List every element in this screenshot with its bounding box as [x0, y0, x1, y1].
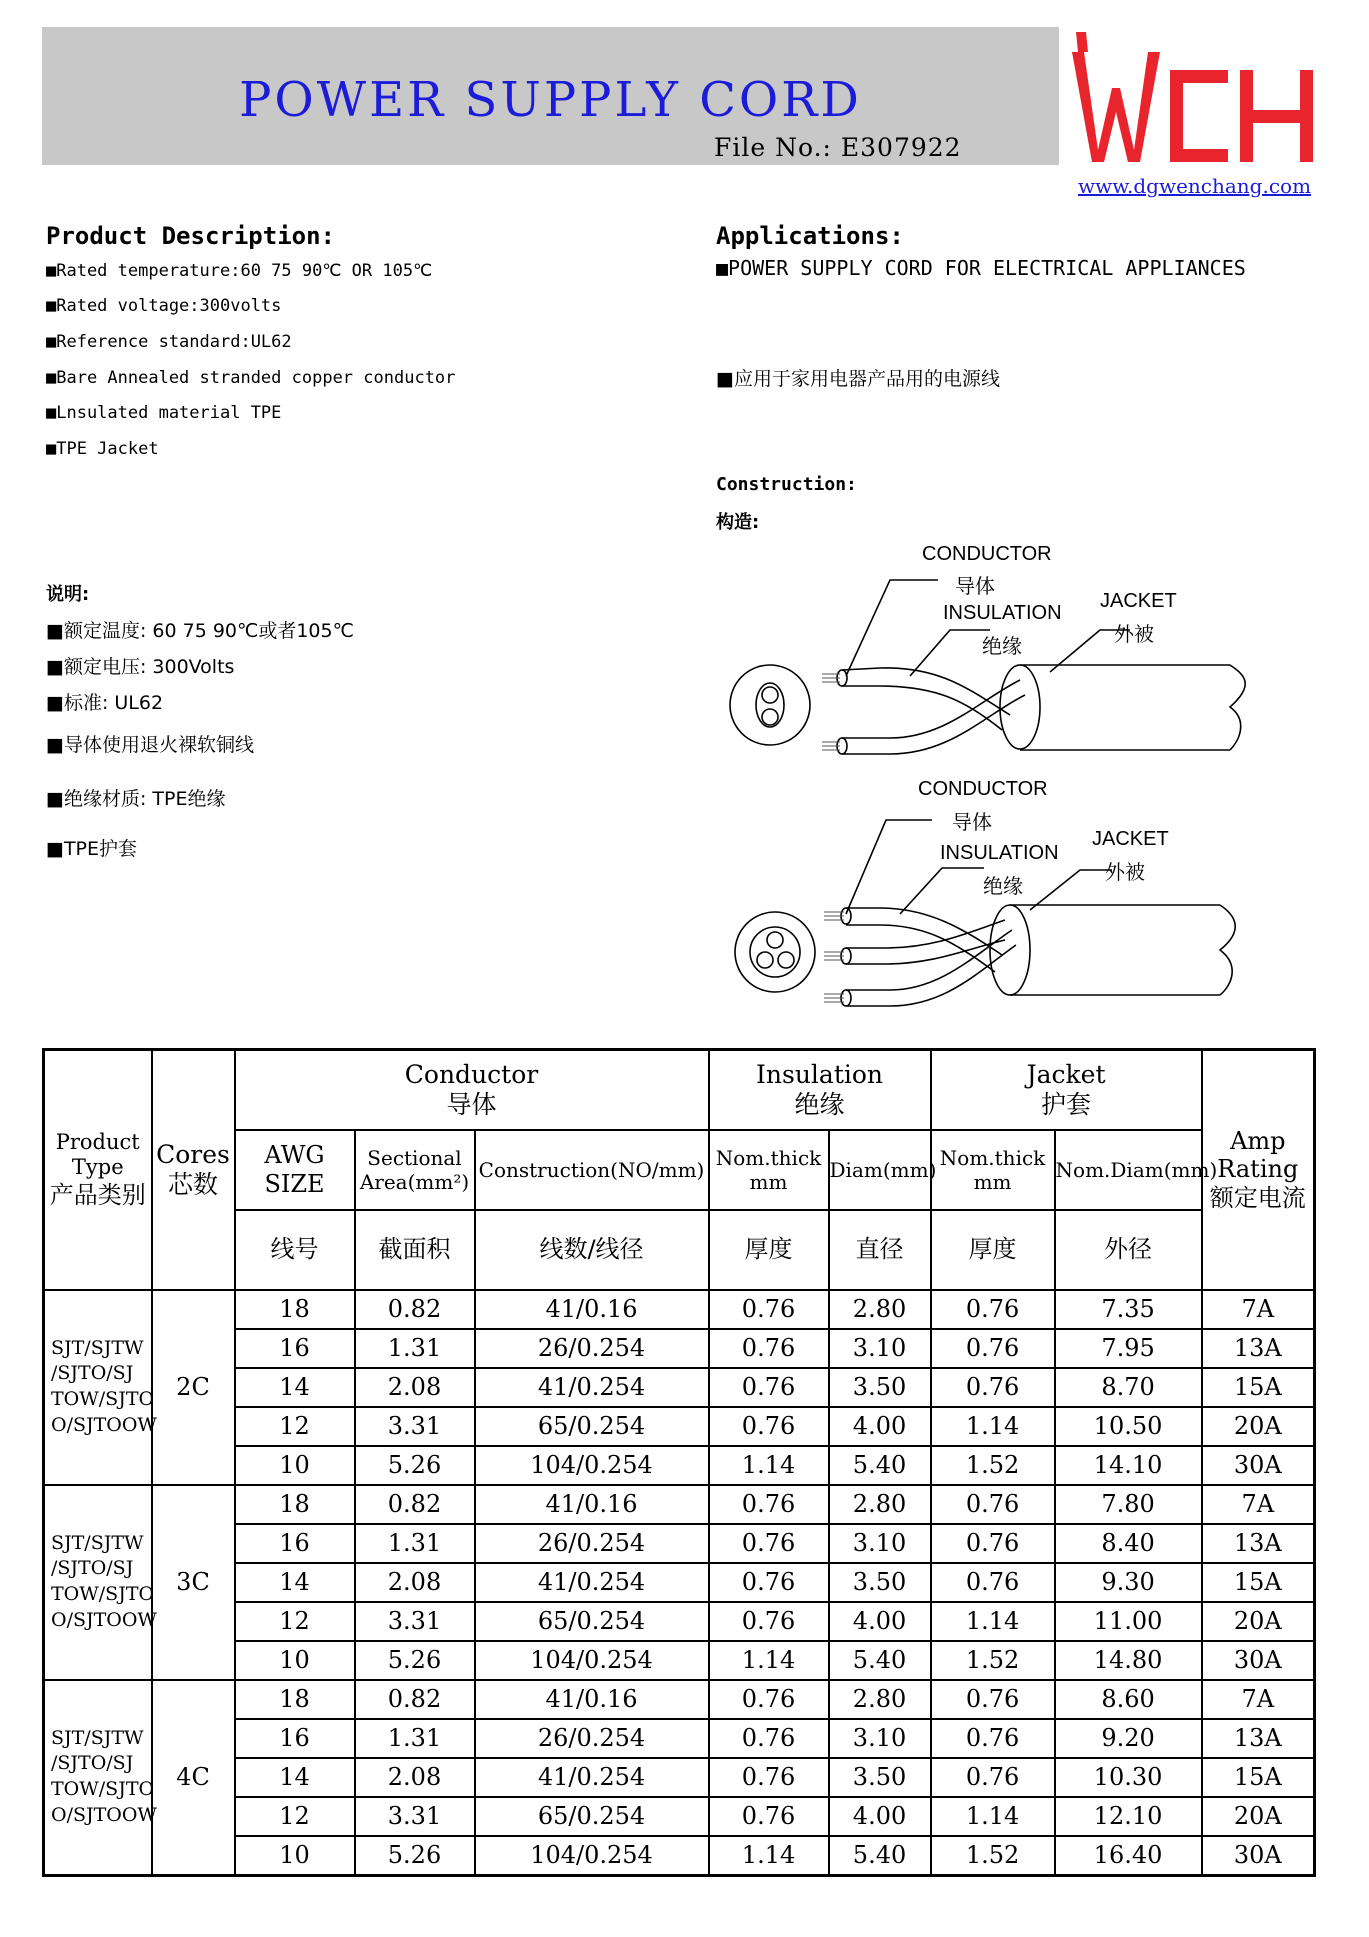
construction-cell: 65/0.254: [475, 1407, 709, 1446]
jacket-label-zh: 外被: [1105, 860, 1145, 884]
amp-cell: 30A: [1202, 1836, 1315, 1876]
amp-cell: 13A: [1202, 1524, 1315, 1563]
table-row: [44, 1836, 1315, 1876]
awg-cell: 18: [235, 1485, 355, 1524]
application-item-zh: ■应用于家用电器产品用的电源线: [716, 368, 1000, 390]
sectional-cell: 0.82: [355, 1485, 475, 1524]
product-type-line: SJT/SJTW: [51, 1726, 144, 1749]
amp-cell: 20A: [1202, 1407, 1315, 1446]
cores-cell: 4C: [152, 1680, 235, 1876]
sectional-cell: 5.26: [355, 1641, 475, 1680]
amp-cell: 30A: [1202, 1446, 1315, 1485]
conductor-label: CONDUCTOR: [922, 543, 1052, 565]
jk-diam-cell: 8.40: [1055, 1524, 1202, 1563]
jk-thick-cell: 1.14: [931, 1602, 1055, 1641]
awg-cell: 12: [235, 1797, 355, 1836]
header-awg: AWG SIZE: [235, 1130, 355, 1210]
jk-diam-cell: 12.10: [1055, 1797, 1202, 1836]
amp-cell: 13A: [1202, 1719, 1315, 1758]
awg-cell: 12: [235, 1407, 355, 1446]
description-zh-item: ■TPE护套: [46, 838, 138, 860]
construction-cell: 41/0.254: [475, 1368, 709, 1407]
table-row: [44, 1797, 1315, 1836]
ins-diam-cell: 5.40: [829, 1836, 931, 1876]
awg-cell: 14: [235, 1563, 355, 1602]
awg-cell: 16: [235, 1329, 355, 1368]
ins-diam-cell: 3.50: [829, 1758, 931, 1797]
awg-cell: 10: [235, 1446, 355, 1485]
table-row: [44, 1329, 1315, 1368]
jk-thick-cell: 0.76: [931, 1290, 1055, 1329]
table-row: [44, 1485, 1315, 1524]
awg-cell: 16: [235, 1719, 355, 1758]
header-product-type-zh: 产品类别: [49, 1180, 146, 1209]
header-construction-zh: 线数/线径: [475, 1210, 709, 1290]
header-jk-thick: Nom.thick mm: [931, 1130, 1055, 1210]
sectional-cell: 2.08: [355, 1563, 475, 1602]
product-type-line: /SJTO/SJ: [51, 1362, 134, 1385]
awg-cell: 18: [235, 1680, 355, 1719]
description-zh-item: ■绝缘材质: TPE绝缘: [46, 788, 226, 810]
sectional-cell: 3.31: [355, 1407, 475, 1446]
jk-diam-cell: 14.10: [1055, 1446, 1202, 1485]
construction-cell: 26/0.254: [475, 1719, 709, 1758]
ins-diam-cell: 3.10: [829, 1719, 931, 1758]
ins-diam-cell: 3.50: [829, 1563, 931, 1602]
jacket-label: JACKET: [1092, 828, 1169, 850]
amp-cell: 20A: [1202, 1797, 1315, 1836]
awg-cell: 10: [235, 1641, 355, 1680]
header-conductor-zh: 导体: [446, 1089, 497, 1119]
ins-thick-cell: 1.14: [709, 1446, 829, 1485]
ins-thick-cell: 1.14: [709, 1836, 829, 1876]
jk-thick-cell: 0.76: [931, 1719, 1055, 1758]
page-title: POWER SUPPLY CORD: [239, 72, 862, 128]
description-item: ■Rated voltage:300volts: [46, 296, 282, 316]
header-insulation: [709, 1050, 931, 1130]
product-type-line: O/SJTOOW: [51, 1413, 157, 1436]
jk-thick-cell: 0.76: [931, 1368, 1055, 1407]
jk-diam-cell: 7.35: [1055, 1290, 1202, 1329]
table-row: [44, 1407, 1315, 1446]
jk-diam-cell: 9.30: [1055, 1563, 1202, 1602]
description-zh-item: ■标准: UL62: [46, 692, 164, 714]
ins-thick-cell: 0.76: [709, 1797, 829, 1836]
header-ins-diam: Diam(mm): [829, 1130, 931, 1210]
construction-cell: 41/0.16: [475, 1680, 709, 1719]
header-jk-diam-zh: 外径: [1055, 1210, 1202, 1290]
jacket-label: JACKET: [1100, 590, 1177, 612]
header-insulation-zh: 绝缘: [794, 1089, 845, 1119]
header-amp-en: Amp Rating: [1217, 1126, 1299, 1184]
insulation-label-zh: 绝缘: [983, 874, 1023, 898]
amp-cell: 7A: [1202, 1680, 1315, 1719]
description-zh-heading: 说明:: [46, 584, 90, 605]
conductor-label-zh: 导体: [955, 574, 995, 598]
construction-cell: 104/0.254: [475, 1836, 709, 1876]
spec-table: [42, 1048, 1316, 1877]
description-item: ■TPE Jacket: [46, 439, 159, 459]
table-row: [44, 1446, 1315, 1485]
ins-thick-cell: 0.76: [709, 1290, 829, 1329]
cores-cell: 2C: [152, 1290, 235, 1485]
sectional-cell: 2.08: [355, 1758, 475, 1797]
product-type-line: TOW/SJTO: [51, 1778, 155, 1800]
ins-thick-cell: 0.76: [709, 1485, 829, 1524]
ins-diam-cell: 4.00: [829, 1797, 931, 1836]
product-type-cell: [44, 1485, 157, 1680]
construction-cell: 41/0.16: [475, 1485, 709, 1524]
header-cores-en: Cores: [156, 1139, 230, 1169]
sectional-cell: 3.31: [355, 1797, 475, 1836]
amp-cell: 7A: [1202, 1485, 1315, 1524]
awg-cell: 16: [235, 1524, 355, 1563]
ins-diam-cell: 5.40: [829, 1446, 931, 1485]
jk-thick-cell: 1.52: [931, 1641, 1055, 1680]
header-product-type: [44, 1050, 152, 1290]
header-awg-zh: 线号: [235, 1210, 355, 1290]
description-item: ■Rated temperature:60 75 90℃ OR 105℃: [46, 261, 433, 281]
ins-thick-cell: 0.76: [709, 1329, 829, 1368]
website-link[interactable]: www.dgwenchang.com: [1078, 174, 1312, 198]
description-item: ■Lnsulated material TPE: [46, 403, 282, 423]
header-sectional: Sectional Area(mm²): [355, 1130, 475, 1210]
ins-diam-cell: 3.50: [829, 1368, 931, 1407]
sectional-cell: 1.31: [355, 1719, 475, 1758]
ins-thick-cell: 0.76: [709, 1524, 829, 1563]
header-jacket-en: Jacket: [1026, 1059, 1106, 1089]
header-product-type-en: Product Type: [55, 1130, 140, 1180]
conductor-label-zh: 导体: [952, 810, 992, 834]
table-row: [44, 1563, 1315, 1602]
jk-diam-cell: 7.80: [1055, 1485, 1202, 1524]
ins-diam-cell: 5.40: [829, 1641, 931, 1680]
ins-thick-cell: 0.76: [709, 1368, 829, 1407]
ins-diam-cell: 2.80: [829, 1680, 931, 1719]
applications-heading: Applications:: [716, 222, 904, 250]
header-conductor-en: Conductor: [404, 1059, 539, 1089]
header-ins-diam-zh: 直径: [829, 1210, 931, 1290]
construction-cell: 41/0.254: [475, 1758, 709, 1797]
jk-diam-cell: 10.30: [1055, 1758, 1202, 1797]
header-sectional-zh: 截面积: [355, 1210, 475, 1290]
table-row: [44, 1524, 1315, 1563]
description-zh-item: ■额定温度: 60 75 90℃或者105℃: [46, 620, 354, 642]
jk-thick-cell: 0.76: [931, 1563, 1055, 1602]
jk-diam-cell: 16.40: [1055, 1836, 1202, 1876]
company-logo: [1068, 30, 1316, 170]
jk-thick-cell: 1.52: [931, 1446, 1055, 1485]
ins-diam-cell: 4.00: [829, 1602, 931, 1641]
sectional-cell: 0.82: [355, 1290, 475, 1329]
jk-diam-cell: 8.60: [1055, 1680, 1202, 1719]
ins-diam-cell: 4.00: [829, 1407, 931, 1446]
jk-thick-cell: 1.14: [931, 1407, 1055, 1446]
jk-diam-cell: 8.70: [1055, 1368, 1202, 1407]
product-type-line: /SJTO/SJ: [51, 1752, 134, 1775]
header-cores-zh: 芯数: [167, 1169, 218, 1199]
jk-diam-cell: 9.20: [1055, 1719, 1202, 1758]
header-amp-zh: 额定电流: [1209, 1184, 1306, 1213]
construction-cell: 26/0.254: [475, 1524, 709, 1563]
construction-cell: 104/0.254: [475, 1446, 709, 1485]
amp-cell: 13A: [1202, 1329, 1315, 1368]
description-zh-item: ■导体使用退火裸软铜线: [46, 734, 254, 756]
awg-cell: 10: [235, 1836, 355, 1876]
insulation-label: INSULATION: [943, 602, 1062, 624]
jk-thick-cell: 1.14: [931, 1797, 1055, 1836]
jk-thick-cell: 0.76: [931, 1680, 1055, 1719]
header-insulation-en: Insulation: [756, 1059, 884, 1089]
file-number: File No.: E307922: [714, 133, 962, 162]
jk-thick-cell: 0.76: [931, 1485, 1055, 1524]
awg-cell: 12: [235, 1602, 355, 1641]
description-zh-item: ■额定电压: 300Volts: [46, 656, 235, 678]
table-row: [44, 1719, 1315, 1758]
amp-cell: 15A: [1202, 1368, 1315, 1407]
insulation-label: INSULATION: [940, 842, 1059, 864]
jk-thick-cell: 1.52: [931, 1836, 1055, 1876]
header-jacket-zh: 护套: [1041, 1089, 1092, 1119]
amp-cell: 15A: [1202, 1563, 1315, 1602]
jk-thick-cell: 0.76: [931, 1524, 1055, 1563]
product-type-cell: [44, 1680, 157, 1876]
product-type-line: O/SJTOOW: [51, 1803, 157, 1826]
construction-heading-zh: 构造:: [716, 512, 760, 533]
ins-diam-cell: 2.80: [829, 1290, 931, 1329]
ins-diam-cell: 2.80: [829, 1485, 931, 1524]
ins-diam-cell: 3.10: [829, 1329, 931, 1368]
cores-cell: 3C: [152, 1485, 235, 1680]
construction-cell: 104/0.254: [475, 1641, 709, 1680]
ins-thick-cell: 1.14: [709, 1641, 829, 1680]
header-jacket: [931, 1050, 1202, 1130]
product-description-heading: Product Description:: [46, 222, 335, 250]
awg-cell: 18: [235, 1290, 355, 1329]
ins-thick-cell: 0.76: [709, 1680, 829, 1719]
jk-diam-cell: 14.80: [1055, 1641, 1202, 1680]
ins-thick-cell: 0.76: [709, 1602, 829, 1641]
description-item: ■Bare Annealed stranded copper conductor: [46, 368, 456, 388]
jacket-label-zh: 外被: [1114, 622, 1154, 646]
ins-thick-cell: 0.76: [709, 1758, 829, 1797]
sectional-cell: 5.26: [355, 1446, 475, 1485]
amp-cell: 30A: [1202, 1641, 1315, 1680]
application-item-en: ■POWER SUPPLY CORD FOR ELECTRICAL APPLIANCES: [716, 256, 1246, 280]
product-type-cell: [44, 1290, 157, 1485]
ins-thick-cell: 0.76: [709, 1407, 829, 1446]
construction-cell: 26/0.254: [475, 1329, 709, 1368]
header-amp: [1202, 1050, 1315, 1290]
product-type-line: O/SJTOOW: [51, 1608, 157, 1631]
awg-cell: 14: [235, 1368, 355, 1407]
sectional-cell: 3.31: [355, 1602, 475, 1641]
header-cores: [152, 1050, 235, 1290]
jk-diam-cell: 11.00: [1055, 1602, 1202, 1641]
construction-cell: 41/0.16: [475, 1290, 709, 1329]
header-construction: Construction(NO/mm): [475, 1130, 709, 1210]
ins-thick-cell: 0.76: [709, 1563, 829, 1602]
header-conductor: [235, 1050, 709, 1130]
table-row: [44, 1368, 1315, 1407]
ins-diam-cell: 3.10: [829, 1524, 931, 1563]
product-type-line: /SJTO/SJ: [51, 1557, 134, 1580]
product-type-line: SJT/SJTW: [51, 1336, 144, 1359]
sectional-cell: 5.26: [355, 1836, 475, 1876]
product-type-line: TOW/SJTO: [51, 1583, 155, 1605]
description-item: ■Reference standard:UL62: [46, 332, 292, 352]
sectional-cell: 0.82: [355, 1680, 475, 1719]
product-type-line: TOW/SJTO: [51, 1388, 155, 1410]
sectional-cell: 1.31: [355, 1329, 475, 1368]
table-row: [44, 1680, 1315, 1719]
header-ins-thick: Nom.thick mm: [709, 1130, 829, 1210]
sectional-cell: 2.08: [355, 1368, 475, 1407]
amp-cell: 20A: [1202, 1602, 1315, 1641]
conductor-label: CONDUCTOR: [918, 778, 1048, 800]
table-row: [44, 1758, 1315, 1797]
sectional-cell: 1.31: [355, 1524, 475, 1563]
table-row: [44, 1290, 1315, 1329]
amp-cell: 15A: [1202, 1758, 1315, 1797]
table-row: [44, 1641, 1315, 1680]
jk-thick-cell: 0.76: [931, 1329, 1055, 1368]
construction-cell: 65/0.254: [475, 1602, 709, 1641]
insulation-label-zh: 绝缘: [982, 634, 1022, 658]
ins-thick-cell: 0.76: [709, 1719, 829, 1758]
jk-diam-cell: 10.50: [1055, 1407, 1202, 1446]
awg-cell: 14: [235, 1758, 355, 1797]
header-ins-thick-zh: 厚度: [709, 1210, 829, 1290]
product-type-line: SJT/SJTW: [51, 1531, 144, 1554]
construction-heading: Construction:: [716, 474, 857, 495]
amp-cell: 7A: [1202, 1290, 1315, 1329]
table-row: [44, 1602, 1315, 1641]
construction-cell: 41/0.254: [475, 1563, 709, 1602]
header-jk-diam: Nom.Diam(mm): [1055, 1130, 1202, 1210]
construction-cell: 65/0.254: [475, 1797, 709, 1836]
jk-thick-cell: 0.76: [931, 1758, 1055, 1797]
header-jk-thick-zh: 厚度: [931, 1210, 1055, 1290]
jk-diam-cell: 7.95: [1055, 1329, 1202, 1368]
